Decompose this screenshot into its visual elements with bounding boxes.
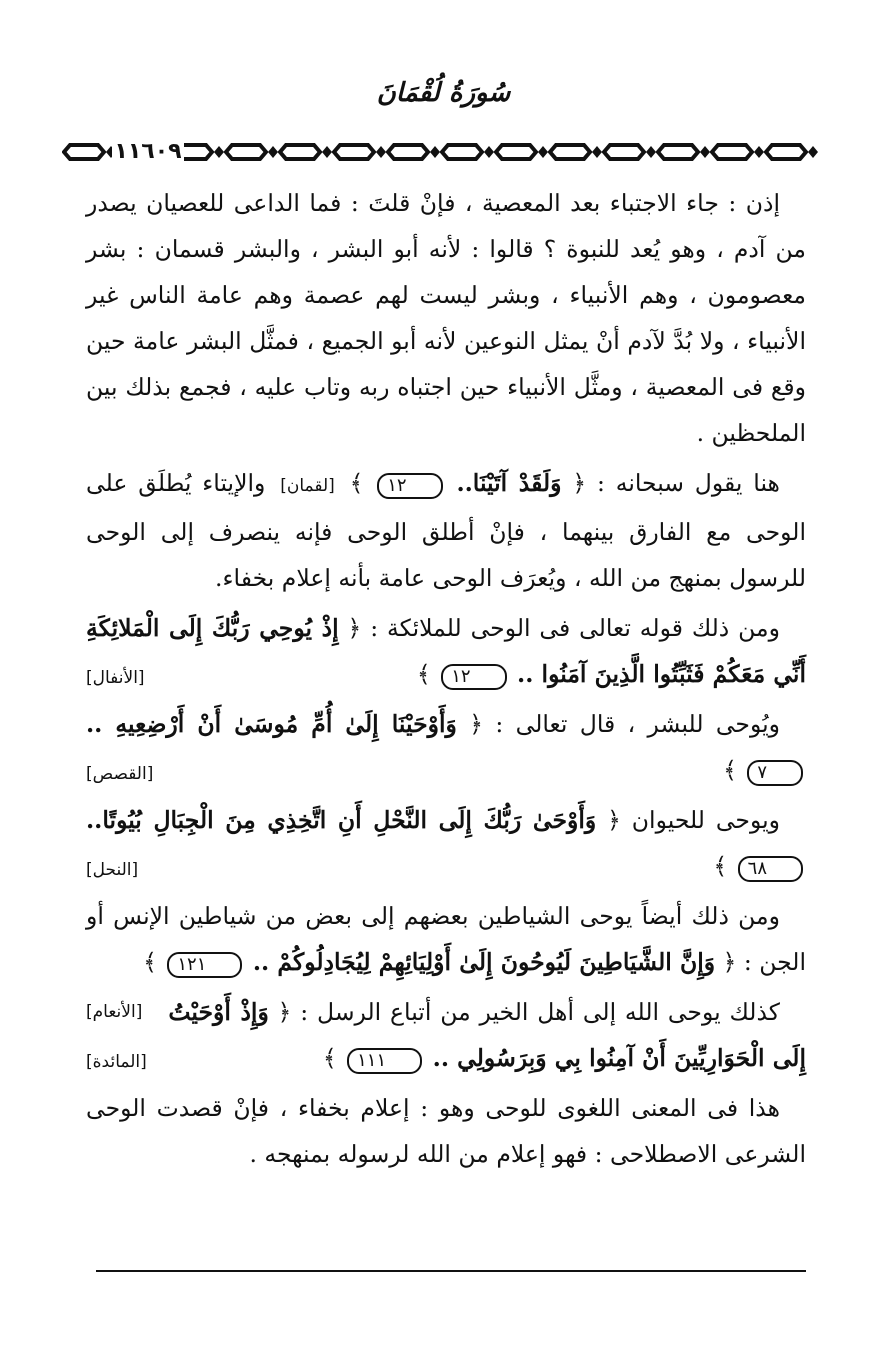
ayah-number: ١٢ xyxy=(441,664,506,690)
body-text: كذلك يوحى الله إلى أهل الخير من أتباع الرسل : xyxy=(300,998,780,1026)
ornament-link xyxy=(604,145,644,159)
ornament-diamond xyxy=(214,146,224,158)
ornament-link xyxy=(64,145,104,159)
ornament-link xyxy=(226,145,266,159)
quran-open-bracket: ﴿ xyxy=(277,998,292,1026)
body-text: ومن ذلك أيضاً يوحى الشياطين بعضهم إلى بعض من شياطين الإنس أو الجن : xyxy=(86,902,806,976)
quran-open-bracket: ﴿ xyxy=(722,948,737,976)
quran-close-bracket: ﴾ xyxy=(713,852,728,880)
page-body xyxy=(86,180,806,1181)
quran-close-bracket: ﴾ xyxy=(143,948,157,976)
ornament-diamond xyxy=(592,146,602,158)
ornament-diamond xyxy=(376,146,386,158)
quran-close-bracket: ﴾ xyxy=(416,660,431,688)
ornament-link xyxy=(712,145,752,159)
surah-reference: [الأنعام] xyxy=(86,1002,143,1022)
ornament-diamond xyxy=(808,146,818,158)
body-text: هذا فى المعنى اللغوى للوحى وهو : إعلام بخفاء ، فإنْ قصدت الوحى الشرعى الاصطلاحى : فهو إعلام من الله لرسوله بمنهجه . xyxy=(86,1094,806,1168)
paragraph xyxy=(86,701,806,793)
page-title: سُورَةُ لُقْمَانَ xyxy=(376,78,511,108)
ayah-number: ١١١ xyxy=(347,1048,422,1074)
quran-open-bracket: ﴿ xyxy=(469,710,483,738)
quran-open-bracket: ﴿ xyxy=(572,469,587,497)
quran-verse: وَلَقَدْ آتَيْنَا.. xyxy=(456,469,562,497)
ayah-number: ٧ xyxy=(747,760,803,786)
surah-reference: [القصص] xyxy=(86,764,154,784)
quran-close-bracket: ﴾ xyxy=(349,469,364,497)
ornament-link xyxy=(766,145,806,159)
quran-verse: وَإِنَّ الشَّيَاطِينَ لَيُوحُونَ إِلَىٰ أَوْلِيَائِهِمْ لِيُجَادِلُوكُمْ .. xyxy=(252,948,716,976)
quran-verse: إِذْ يُوحِي رَبُّكَ إِلَى الْمَلائِكَةِ أَنِّي مَعَكُمْ فَثَبِّتُوا الَّذِينَ آمَنُوا .. xyxy=(86,614,806,688)
quran-open-bracket: ﴿ xyxy=(607,806,621,834)
paragraph xyxy=(86,797,806,889)
ornament-link xyxy=(334,145,374,159)
ornament-link xyxy=(496,145,536,159)
ornament-diamond xyxy=(700,146,710,158)
ornament-diamond xyxy=(484,146,494,158)
paragraph xyxy=(86,460,806,601)
ornament-diamond xyxy=(538,146,548,158)
ayah-number: ٦٨ xyxy=(738,856,803,882)
quran-verse: وَإِذْ أَوْحَيْتُ إِلَى الْحَوَارِيِّينَ أَنْ آمِنُوا بِي وَبِرَسُولِي .. xyxy=(168,998,806,1072)
ayah-number: ١٢١ xyxy=(167,952,242,978)
paragraph xyxy=(86,989,806,1081)
paragraph xyxy=(86,605,806,697)
quran-close-bracket: ﴾ xyxy=(723,756,737,784)
paragraph xyxy=(86,1085,806,1177)
quran-open-bracket: ﴿ xyxy=(347,614,362,642)
surah-reference: [لقمان] xyxy=(280,476,335,496)
ayah-number: ١٢ xyxy=(377,473,442,499)
ornament-diamond xyxy=(754,146,764,158)
body-text: ويُوحى للبشر ، قال تعالى : xyxy=(495,710,780,738)
ornament-link xyxy=(550,145,590,159)
surah-reference: [الأنفال] xyxy=(86,668,145,688)
surah-reference: [المائدة] xyxy=(86,1052,147,1072)
surah-reference: [النحل] xyxy=(86,860,139,880)
body-text: ومن ذلك قوله تعالى فى الوحى للملائكة : xyxy=(370,614,780,642)
page-number: ١١٦٠٩ xyxy=(112,136,184,168)
ornament-link xyxy=(280,145,320,159)
ornament-diamond xyxy=(322,146,332,158)
body-text: إذن : جاء الاجتباء بعد المعصية ، فإنْ قلتَ : فما الداعى للعصيان يصدر من آدم ، وهو يُعد للنبوة ؟ قالوا : لأنه أبو البشر ، والبشر قسمان : بشر معصومون ، وهم الأنبياء ، وبشر ليست لهم عصمة وهم عامة الناس غير الأنبياء ، ولا بُدَّ لآدم أنْ يمثل النوعين لأنه أبو الجميع ، فمثَّل البشر عامة حين وقع فى المعصية ، ومثَّل الأنبياء حين اجتباه ربه وتاب عليه ، فجمع بذلك بين الملحظين . xyxy=(86,189,806,447)
quran-close-bracket: ﴾ xyxy=(322,1044,337,1072)
quran-verse: وَأَوْحَىٰ رَبُّكَ إِلَى النَّحْلِ أَنِ اتَّخِذِي مِنَ الْجِبَالِ بُيُوتًا.. xyxy=(86,806,597,834)
ornament-diamond xyxy=(646,146,656,158)
body-text: هنا يقول سبحانه : xyxy=(596,469,780,497)
ornament-link xyxy=(442,145,482,159)
ornament-link xyxy=(388,145,428,159)
ornament-diamond xyxy=(268,146,278,158)
ornament-link xyxy=(658,145,698,159)
quran-verse: وَأَوْحَيْنَا إِلَىٰ أُمِّ مُوسَىٰ أَنْ أَرْضِعِيهِ .. xyxy=(86,710,457,738)
body-text: والإيتاء يُطلَق على الوحى مع الفارق بينهما ، فإنْ أطلق الوحى فإنه ينصرف إلى الوحى للرسول بمنهج من الله ، ويُعرَف الوحى عامة بأنه إعلام بخفاء. xyxy=(86,469,806,592)
footer-rule xyxy=(96,1270,806,1272)
paragraph xyxy=(86,180,806,456)
body-text: ويوحى للحيوان xyxy=(631,806,780,834)
ornament-diamond xyxy=(430,146,440,158)
